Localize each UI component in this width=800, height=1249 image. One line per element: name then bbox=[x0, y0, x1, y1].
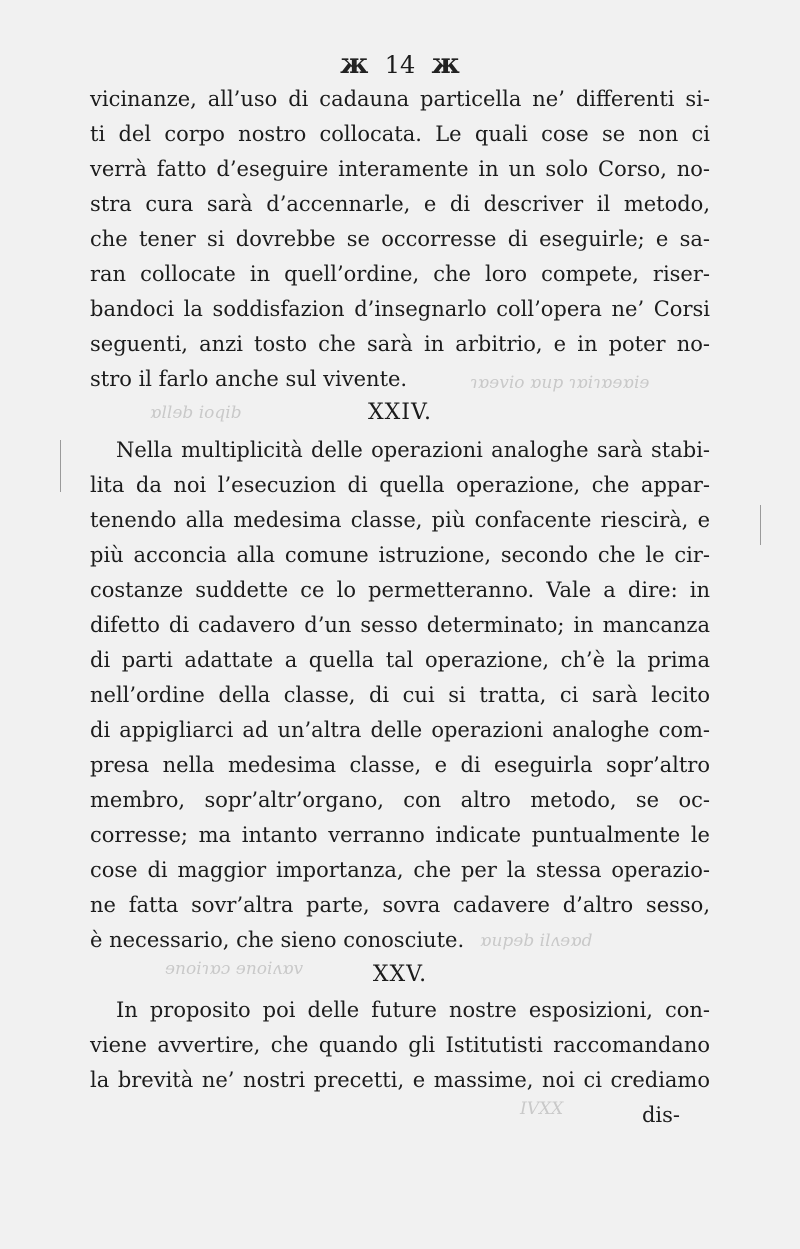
text-line: vicinanze, all’uso di cadauna particella ne’ differenti si- bbox=[90, 87, 710, 111]
text-line: costanze suddette ce lo permetteranno. Vale a dire: in bbox=[90, 578, 710, 602]
text-line: seguenti, anzi tosto che sarà in arbitrio, e in poter no- bbox=[90, 332, 710, 356]
text-line: In proposito poi delle future nostre esposizioni, con- bbox=[116, 998, 710, 1022]
text-line: difetto di cadavero d’un sesso determinato; in mancanza bbox=[90, 613, 710, 637]
page-number: 14 bbox=[384, 51, 416, 79]
section-heading-xxv: XXV. bbox=[372, 962, 428, 987]
text-line: nell’ordine della classe, di cui si tratta, ci sarà lecito bbox=[90, 683, 710, 707]
text-line: che tener si dovrebbe se occorresse di eseguirle; e sa- bbox=[90, 227, 710, 251]
bleed-through-text: ɿɒɘvio ɒup ɿɒiɿɒɘɒiɘ bbox=[470, 373, 650, 393]
text-line: lita da noi l’esecuzion di quella operazione, che appar- bbox=[90, 473, 710, 497]
text-line: la brevità ne’ nostri precetti, e massime, noi ci crediamo bbox=[90, 1068, 710, 1092]
text-line: tenendo alla medesima classe, più confacente riescirà, e bbox=[90, 508, 710, 532]
text-line: corresse; ma intanto verranno indicate puntualmente le bbox=[90, 823, 710, 847]
bleed-through-text: ɒupɘb ilʌɘɒd bbox=[480, 931, 593, 951]
bleed-through-text: ɒllɘb ioqib bbox=[150, 403, 242, 423]
text-line: è necessario, che sieno conosciute. bbox=[90, 928, 465, 952]
text-line: cose di maggior importanza, che per la stessa operazio- bbox=[90, 858, 710, 882]
catchword: dis- bbox=[641, 1103, 680, 1127]
text-line: bandoci la soddisfazion d’insegnarlo coll’opera ne’ Corsi bbox=[90, 297, 710, 321]
text-line: presa nella medesima classe, e di eseguirla sopr’altro bbox=[90, 753, 710, 777]
text-line: ne fatta sovr’altra parte, sovra cadavere d’altro sesso, bbox=[90, 893, 710, 917]
section-heading-xxiv: XXIV. bbox=[367, 400, 433, 425]
text-line: verrà fatto d’eseguire interamente in un solo Corso, no- bbox=[90, 157, 710, 181]
text-line: di parti adattate a quella tal operazione, ch’è la prima bbox=[90, 648, 710, 672]
left-ornament-icon: ж bbox=[340, 47, 369, 80]
paper-mark bbox=[60, 440, 61, 492]
text-line: stra cura sarà d’accennarle, e di descriver il metodo, bbox=[90, 192, 710, 216]
text-line: stro il farlo anche sul vivente. bbox=[90, 367, 408, 391]
text-line: Nella multiplicità delle operazioni analoghe sarà stabi- bbox=[116, 438, 710, 462]
text-line: di appigliarci ad un’altra delle operazioni analoghe com- bbox=[90, 718, 710, 742]
text-line: membro, sopr’altr’organo, con altro metodo, se oc- bbox=[90, 788, 710, 812]
bleed-through-text: ɘnoiɿɒɔ ɘnoiʌɒv bbox=[165, 959, 304, 979]
text-line: ran collocate in quell’ordine, che loro compete, riser- bbox=[90, 262, 710, 286]
right-ornament-icon: ж bbox=[431, 47, 460, 80]
text-line: più acconcia alla comune istruzione, secondo che le cir- bbox=[90, 543, 710, 567]
text-line: viene avvertire, che quando gli Istitutisti raccomandano bbox=[90, 1033, 710, 1057]
page-header bbox=[0, 44, 800, 85]
bleed-through-text: IVXX bbox=[520, 1099, 564, 1119]
text-line: ti del corpo nostro collocata. Le quali cose se non ci bbox=[90, 122, 710, 146]
paper-mark bbox=[760, 505, 761, 545]
